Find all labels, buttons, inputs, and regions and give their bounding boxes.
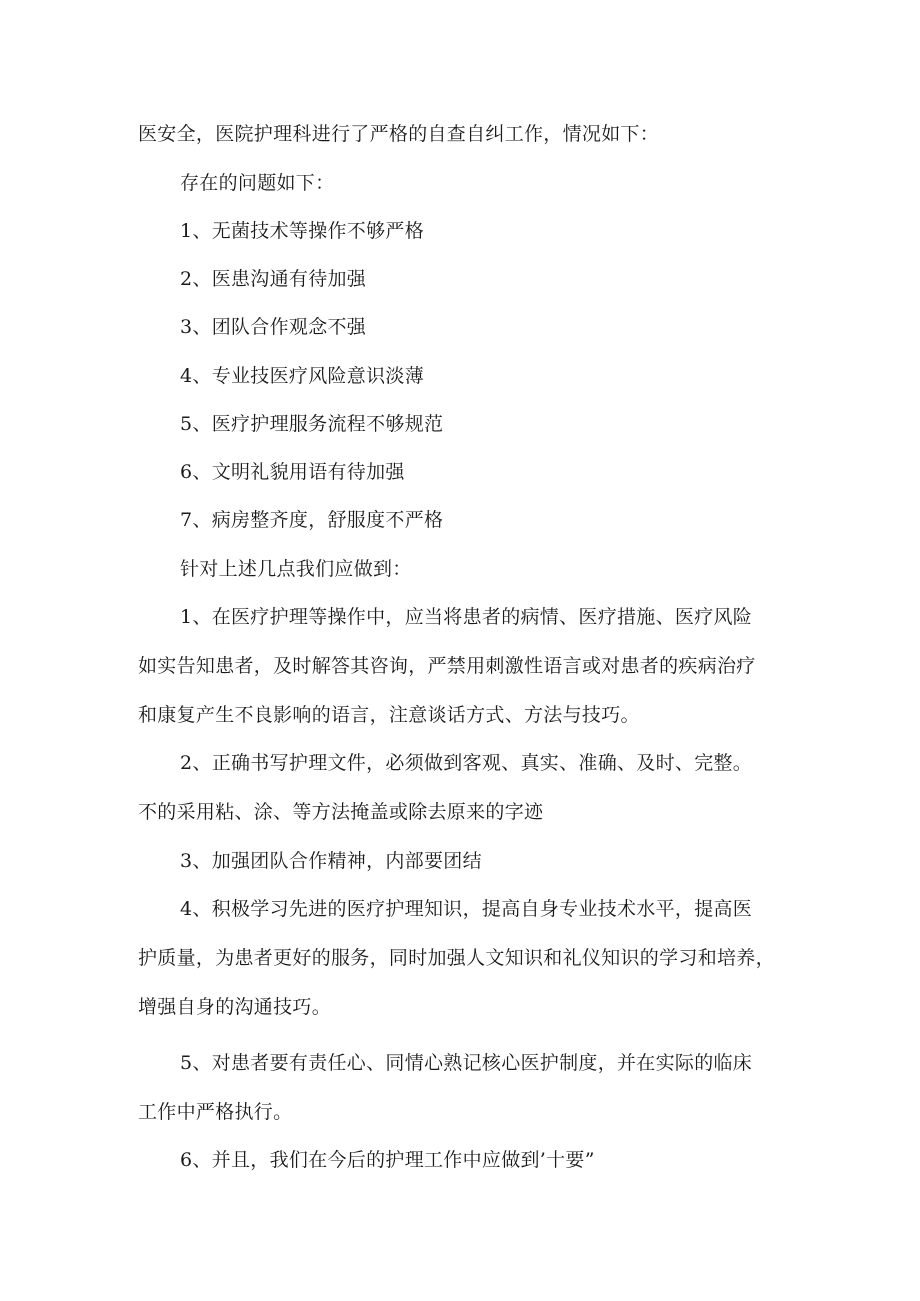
problem-item-5: 5、医疗护理服务流程不够规范 <box>180 413 444 435</box>
measure-1-line-2: 如实告知患者，及时解答其咨询，严禁用刺激性语言或对患者的疾病治疗 <box>138 655 756 677</box>
measure-6: 6、并且，我们在今后的护理工作中应做到’十要” <box>180 1149 595 1171</box>
problem-item-6: 6、文明礼貌用语有待加强 <box>180 461 405 483</box>
measure-5-line-1: 5、对患者要有责任心、同情心熟记核心医护制度，并在实际的临床 <box>180 1052 753 1074</box>
measure-1-line-1: 1、在医疗护理等操作中，应当将患者的病情、医疗措施、医疗风险 <box>180 606 753 628</box>
measure-3: 3、加强团队合作精神，内部要团结 <box>180 850 482 872</box>
problem-item-3: 3、团队合作观念不强 <box>180 316 367 338</box>
measure-4-line-1: 4、积极学习先进的医疗护理知识，提高自身专业技术水平，提高医 <box>180 898 753 920</box>
measure-4-line-3: 增强自身的沟通技巧。 <box>138 996 332 1018</box>
heading-problems: 存在的问题如下： <box>180 172 335 194</box>
problem-item-2: 2、医患沟通有待加强 <box>180 268 367 290</box>
measure-4-line-2: 护质量，为患者更好的服务，同时加强人文知识和礼仪知识的学习和培养， <box>138 947 775 969</box>
measure-5-line-2: 工作中严格执行。 <box>138 1101 293 1123</box>
measure-2-line-2: 不的采用粘、涂、等方法掩盖或除去原来的字迹 <box>138 801 544 823</box>
measure-1-line-3: 和康复产生不良影响的语言，注意谈话方式、方法与技巧。 <box>138 704 640 726</box>
problem-item-1: 1、无菌技术等操作不够严格 <box>180 220 424 242</box>
paragraph-line-intro: 医安全，医院护理科进行了严格的自查自纠工作，情况如下： <box>138 123 660 145</box>
problem-item-4: 4、专业技医疗风险意识淡薄 <box>180 365 424 387</box>
measure-2-line-1: 2、正确书写护理文件，必须做到客观、真实、准确、及时、完整。 <box>180 752 753 774</box>
heading-measures: 针对上述几点我们应做到： <box>180 558 412 580</box>
problem-item-7: 7、病房整齐度，舒服度不严格 <box>180 509 444 531</box>
